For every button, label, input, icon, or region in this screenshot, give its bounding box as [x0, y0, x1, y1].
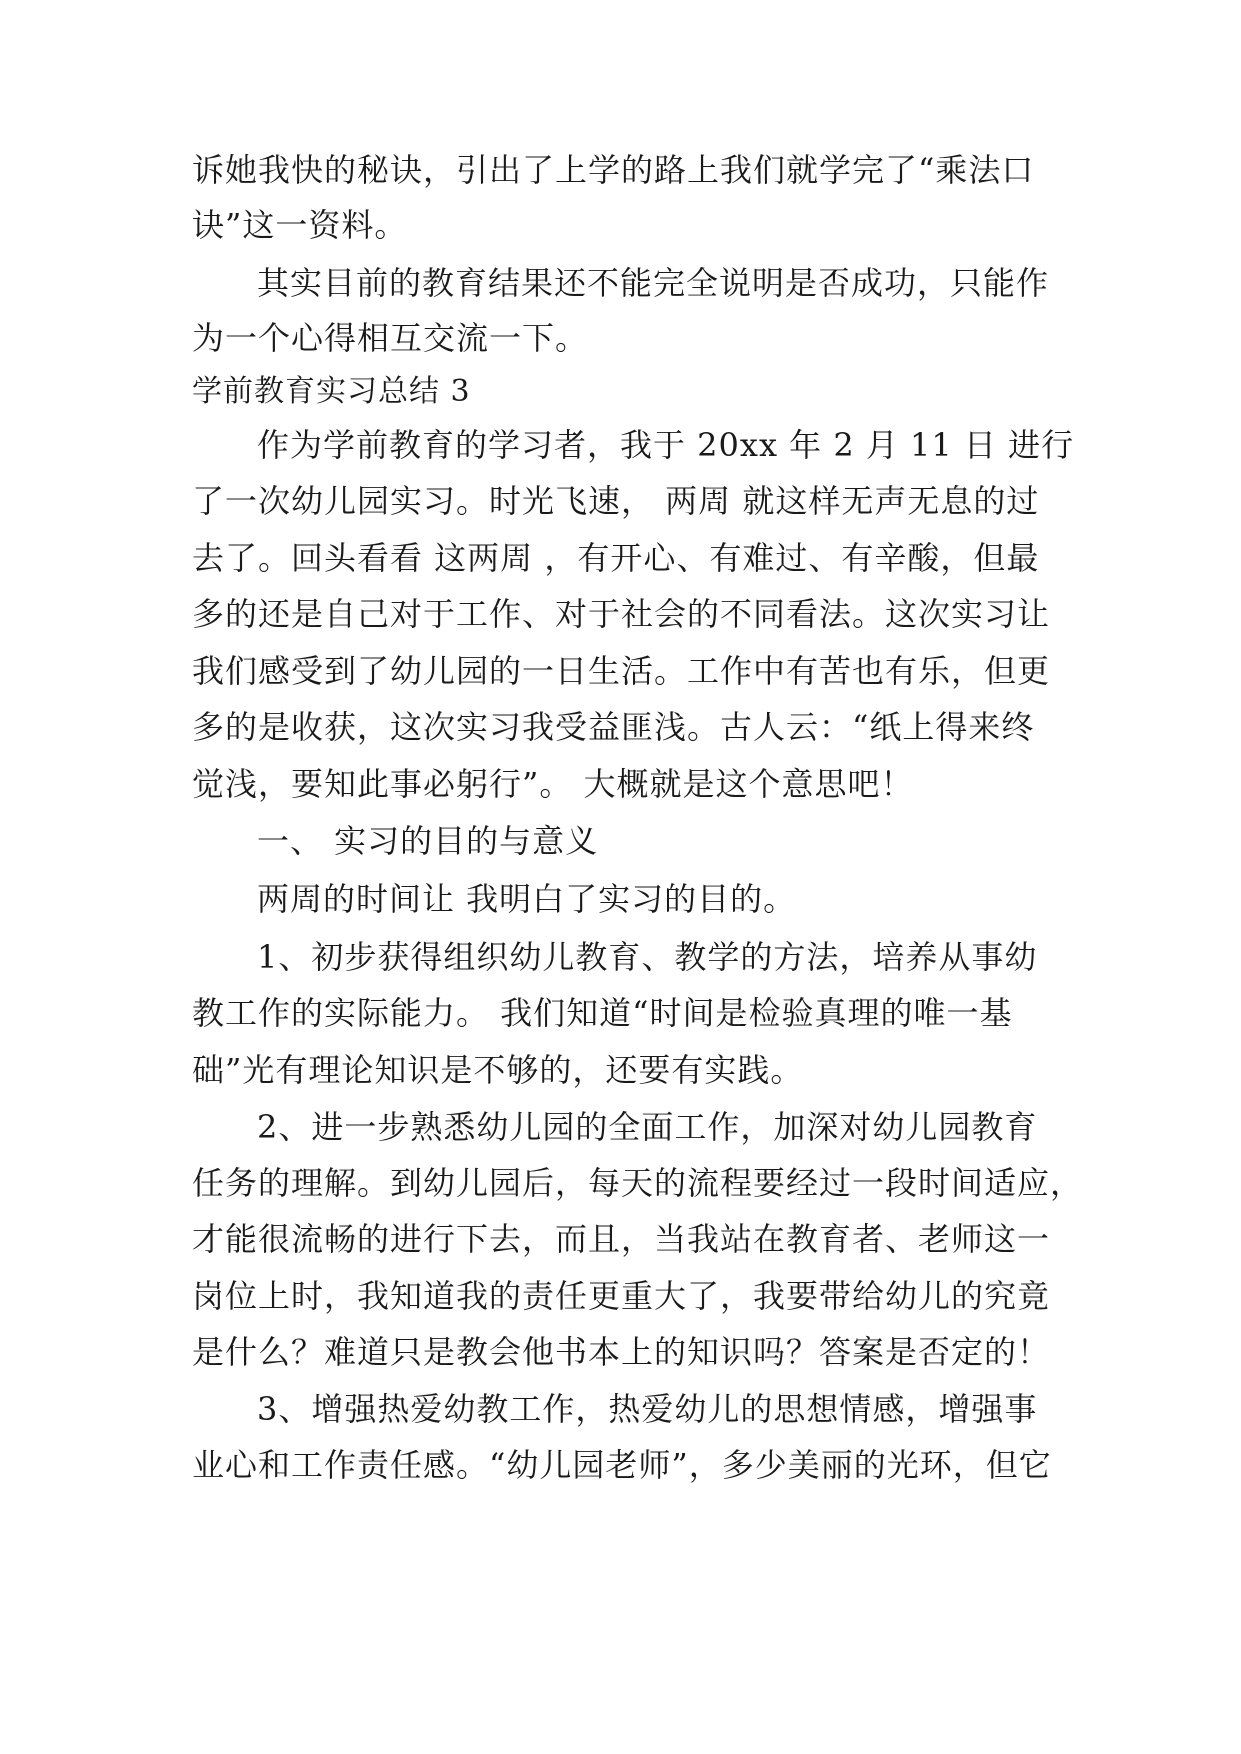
text-line: 去了。回头看看 这两周 ，有开心、有难过、有辛酸，但最 — [192, 539, 1040, 577]
text-line: 业心和工作责任感。“幼儿园老师”，多少美丽的光环，但它 — [192, 1446, 1052, 1484]
list-item-line: 3、增强热爱幼教工作，热爱幼儿的思想情感，增强事 — [257, 1390, 1038, 1428]
text-line: 岗位上时，我知道我的责任更重大了，我要带给幼儿的究竟 — [192, 1277, 1051, 1315]
paragraph-line: 两周的时间让 我明白了实习的目的。 — [257, 880, 797, 918]
text-line: 为一个心得相互交流一下。 — [192, 319, 589, 357]
text-line: 觉浅，要知此事必躬行”。 大概就是这个意思吧！ — [192, 765, 914, 803]
paragraph-line: 作为学前教育的学习者，我于 20xx 年 2 月 11 日 进行 — [257, 426, 1075, 464]
text-line: 诀”这一资料。 — [192, 206, 408, 244]
text-line: 多的还是自己对于工作、对于社会的不同看法。这次实习让 — [192, 595, 1051, 633]
text-line: 我们感受到了幼儿园的一日生活。工作中有苦也有乐，但更 — [192, 652, 1051, 690]
text-line: 是什么？难道只是教会他书本上的知识吗？答案是否定的！ — [192, 1333, 1051, 1371]
list-item-line: 2、进一步熟悉幼儿园的全面工作，加深对幼儿园教育 — [257, 1108, 1038, 1146]
subsection-heading: 一、 实习的目的与意义 — [257, 822, 599, 860]
section-heading: 学前教育实习总结 3 — [192, 374, 471, 409]
text-line: 多的是收获，这次实习我受益匪浅。古人云：“纸上得来终 — [192, 708, 1035, 746]
text-line: 才能很流畅的进行下去，而且，当我站在教育者、老师这一 — [192, 1220, 1051, 1258]
text-line: 础”光有理论知识是不够的，还要有实践。 — [192, 1051, 804, 1089]
paragraph-line: 其实目前的教育结果还不能完全说明是否成功，只能作 — [257, 264, 1050, 302]
text-line: 教工作的实际能力。 我们知道“时间是检验真理的唯一基 — [192, 994, 1013, 1032]
text-line: 任务的理解。到幼儿园后，每天的流程要经过一段时间适应， — [192, 1164, 1084, 1202]
text-line: 了一次幼儿园实习。时光飞速， 两周 就这样无声无息的过 — [192, 482, 1040, 520]
list-item-line: 1、初步获得组织幼儿教育、教学的方法，培养从事幼 — [257, 938, 1038, 976]
text-line: 诉她我快的秘诀，引出了上学的路上我们就学完了“乘法口 — [192, 151, 1035, 189]
